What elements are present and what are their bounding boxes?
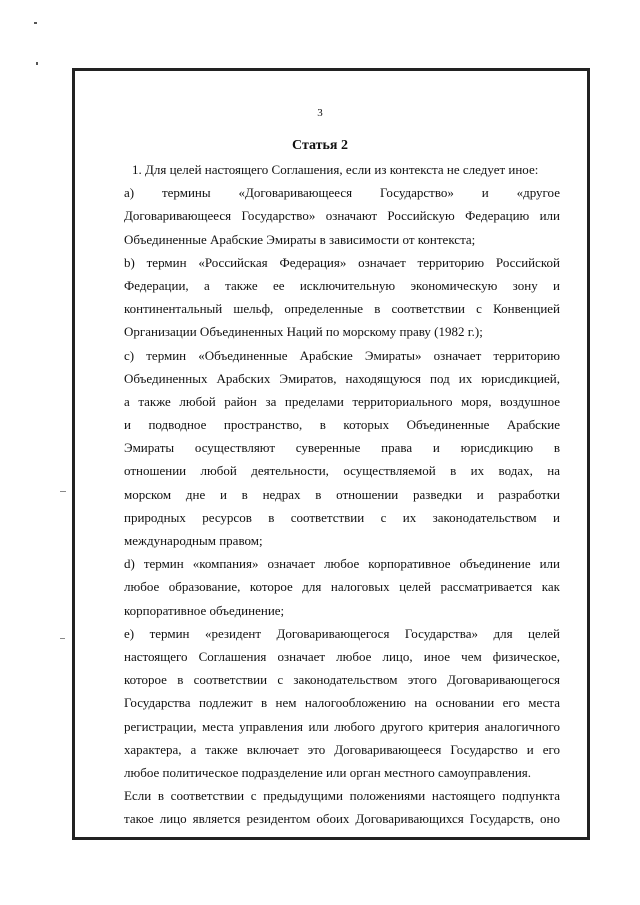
body-line: корпоративное объединение; xyxy=(124,602,285,618)
body-line: регистрации, места управления или любого другого критерия аналогичного xyxy=(124,718,560,734)
body-line: Эмираты осуществляют суверенные права и юрисдикцию в xyxy=(124,440,560,456)
article-body xyxy=(124,158,560,830)
article-title: Статья 2 xyxy=(292,138,348,153)
body-line: континентальный шельф, определенные в соответствии с Конвенцией xyxy=(124,301,560,317)
body-line: настоящего Соглашения означает любое лицо, иное чем физическое, xyxy=(124,648,560,664)
body-line: Если в соответствии с предыдущими положениями настоящего подпункта xyxy=(124,788,560,804)
scan-speck xyxy=(60,638,65,639)
body-line: c) термин «Объединенные Арабские Эмираты» означает территорию xyxy=(124,347,560,363)
body-line: Государства подлежит в нем налогообложению на основании его места xyxy=(124,695,560,711)
body-line: e) термин «резидент Договаривающегося Государства» для целей xyxy=(124,625,560,641)
page-number: 3 xyxy=(317,107,323,119)
body-line: a) термины «Договаривающееся Государство» и «другое xyxy=(124,185,560,201)
body-line: b) термин «Российская Федерация» означает территорию Российской xyxy=(124,254,560,270)
body-line: Объединенных Арабских Эмиратов, находящуюся под их юрисдикцией, xyxy=(124,370,560,386)
body-line: 1. Для целей настоящего Соглашения, если из контекста не следует иное: xyxy=(132,162,539,177)
body-line: Объединенные Арабские Эмираты в зависимости от контекста; xyxy=(124,231,476,247)
body-line: и подводное пространство, в которых Объединенные Арабские xyxy=(124,417,560,433)
scan-speck xyxy=(36,62,38,65)
body-line: а также любой район за пределами территориального моря, воздушное xyxy=(124,393,560,409)
body-line: Организации Объединенных Наций по морскому праву (1982 г.); xyxy=(124,324,483,340)
body-line: отношении любой деятельности, осуществляемой в их водах, на xyxy=(124,463,560,479)
body-line: морском дне и в недрах в отношении разведки и разработки xyxy=(124,486,560,502)
body-line: международным правом; xyxy=(124,533,263,548)
body-line: которое в соответствии с законодательством этого Договаривающегося xyxy=(124,672,560,688)
body-line: любое образование, которое для налоговых целей рассматривается как xyxy=(124,579,560,595)
body-line: характера, а также включает это Договаривающееся Государство и его xyxy=(124,741,560,757)
body-line: d) термин «компания» означает любое корпоративное объединение или xyxy=(124,556,560,572)
body-line: Федерации, а также ее исключительную экономическую зону и xyxy=(124,277,560,293)
body-line: Договаривающееся Государство» означают Российскую Федерацию или xyxy=(124,208,560,224)
body-line: такое лицо является резидентом обоих Договаривающихся Государств, оно xyxy=(124,811,560,827)
body-line: природных ресурсов в соответствии с их законодательством и xyxy=(124,509,560,525)
body-line: любое политическое подразделение или орган местного самоуправления. xyxy=(124,764,532,780)
scan-speck xyxy=(34,22,37,24)
scan-speck xyxy=(60,491,66,492)
